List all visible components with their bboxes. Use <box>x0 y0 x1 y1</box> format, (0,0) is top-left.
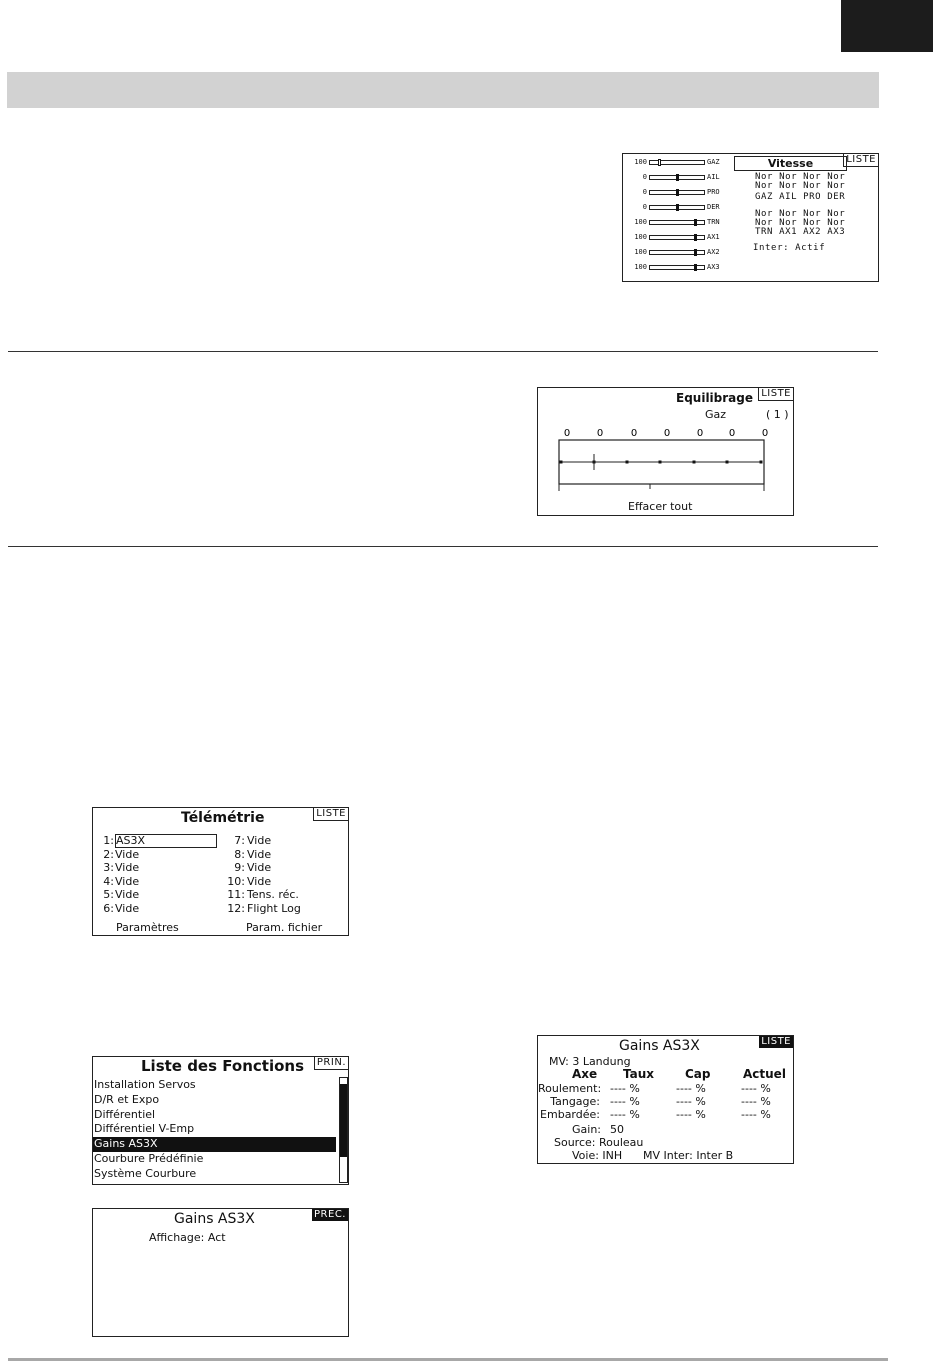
channel-name: DER <box>707 203 720 211</box>
channel-bar <box>649 265 705 270</box>
point-label: 0 <box>728 428 736 439</box>
back-badge[interactable]: PREC. <box>314 1209 346 1220</box>
list-badge[interactable]: LISTE <box>761 1036 791 1047</box>
balance-channel-number: ( 1 ) <box>766 408 789 421</box>
curve-point[interactable] <box>626 461 629 464</box>
gain-value[interactable]: 50 <box>610 1123 624 1136</box>
telemetry-slot[interactable]: Vide <box>115 874 140 888</box>
channel-name: AX1 <box>707 233 720 241</box>
telemetry-slot[interactable]: Vide <box>247 847 272 861</box>
slot-number: 4: <box>103 874 114 888</box>
list-badge: LISTE <box>843 154 878 167</box>
channel-bar <box>649 190 705 195</box>
telemetry-slot[interactable]: Vide <box>247 861 272 874</box>
channel-name: GAZ <box>707 158 720 166</box>
slot-number: 6: <box>103 901 114 915</box>
speed-title: Vitesse <box>734 156 847 171</box>
axis-current: ---- % <box>741 1095 771 1108</box>
channel-name: AX2 <box>707 248 720 256</box>
section-divider <box>8 351 878 352</box>
gain-label: Gain: <box>572 1123 601 1136</box>
main-badge: PRIN. <box>314 1057 348 1070</box>
channel-value: 100 <box>634 263 647 271</box>
telemetry-slot[interactable]: Vide <box>115 901 140 915</box>
header-current: Actuel <box>743 1067 786 1081</box>
balance-channel: Gaz <box>705 408 727 421</box>
axis-rate[interactable]: ---- % <box>610 1095 640 1108</box>
axis-name: Roulement: <box>538 1082 602 1095</box>
channel-names-row: TRN AX1 AX2 AX3 <box>755 227 846 237</box>
curve-point[interactable] <box>726 461 729 464</box>
channel-name: PRO <box>707 188 720 196</box>
curve-point[interactable] <box>693 461 696 464</box>
curve-point[interactable] <box>760 461 763 464</box>
header-heading: Cap <box>685 1067 711 1081</box>
scrollbar-thumb[interactable] <box>340 1084 347 1157</box>
page-tab-marker <box>841 0 933 52</box>
function-item[interactable]: Installation Servos <box>94 1078 196 1091</box>
axis-heading[interactable]: ---- % <box>676 1095 706 1108</box>
mode-row: Nor Nor Nor Nor <box>755 172 846 182</box>
telemetry-slot[interactable]: Vide <box>247 834 272 847</box>
channel-position-marker <box>676 189 679 196</box>
channel-setting[interactable]: Voie: INH <box>572 1149 623 1162</box>
function-item[interactable]: Différentiel <box>94 1107 156 1121</box>
axis-name: Embardée: <box>540 1108 600 1121</box>
channel-value: 100 <box>634 158 647 166</box>
channel-position-marker <box>694 219 697 226</box>
channel-value: 100 <box>634 218 647 226</box>
as3x-gains-display-screen <box>92 1208 349 1337</box>
function-item[interactable]: Système Courbure <box>94 1166 197 1180</box>
telemetry-slot[interactable]: Vide <box>247 874 272 888</box>
slot-number: 2: <box>103 847 114 861</box>
display-setting[interactable]: Affichage: Act <box>149 1231 226 1244</box>
axis-current: ---- % <box>741 1082 771 1095</box>
list-badge: LISTE <box>758 388 793 401</box>
header-axis: Axe <box>572 1067 598 1081</box>
axis-heading[interactable]: ---- % <box>676 1082 706 1095</box>
clear-all-button[interactable]: Effacer tout <box>628 500 693 513</box>
mv-switch-setting[interactable]: MV Inter: Inter B <box>643 1149 734 1162</box>
as3x-gains-screen <box>537 1035 794 1164</box>
axis-rate[interactable]: ---- % <box>610 1082 640 1095</box>
channel-name: TRN <box>707 218 720 226</box>
file-parameters-button[interactable]: Param. fichier <box>246 921 323 934</box>
slot-number: 11: <box>227 888 245 901</box>
telemetry-slot[interactable]: Vide <box>115 847 140 861</box>
point-label: 0 <box>663 428 671 439</box>
telemetry-slot[interactable]: Vide <box>115 888 140 901</box>
balance-curve-graph[interactable] <box>538 388 793 515</box>
point-label: 0 <box>563 428 571 439</box>
as3x-title: Gains AS3X <box>619 1038 700 1054</box>
slot-number: 10: <box>227 874 245 888</box>
flight-mode: MV: 3 Landung <box>549 1055 631 1068</box>
channel-position-marker <box>694 249 697 256</box>
channel-position-marker <box>694 234 697 241</box>
speed-screen <box>622 153 879 282</box>
point-label: 0 <box>630 428 638 439</box>
channel-value: 100 <box>634 248 647 256</box>
function-list-title: Liste des Fonctions <box>141 1057 304 1075</box>
as3x-title: Gains AS3X <box>174 1211 255 1227</box>
mode-row: Nor Nor Nor Nor <box>755 181 846 191</box>
parameters-button[interactable]: Paramètres <box>116 921 179 934</box>
function-item[interactable]: D/R et Expo <box>94 1092 160 1106</box>
telemetry-slot[interactable]: AS3X <box>115 834 217 848</box>
channel-position-marker <box>676 204 679 211</box>
axis-rate[interactable]: ---- % <box>610 1108 640 1121</box>
channel-value: 100 <box>634 233 647 241</box>
balance-screen <box>537 387 794 516</box>
telemetry-slot[interactable]: Vide <box>115 861 140 874</box>
function-item[interactable]: Différentiel V-Emp <box>94 1122 195 1136</box>
mode-row: Nor Nor Nor Nor <box>755 218 846 228</box>
axis-heading[interactable]: ---- % <box>676 1108 706 1121</box>
switch-status: Inter: Actif <box>753 243 826 253</box>
section-divider <box>8 546 878 547</box>
scrollbar[interactable] <box>339 1077 348 1183</box>
channel-bar <box>649 160 705 165</box>
channel-bar <box>649 250 705 255</box>
channel-bar <box>649 175 705 180</box>
channel-bar <box>649 235 705 240</box>
telemetry-title: Télémétrie <box>181 810 265 826</box>
slot-number: 5: <box>103 888 114 901</box>
channel-position-marker <box>658 159 661 166</box>
channel-bar <box>649 205 705 210</box>
curve-point[interactable] <box>560 461 563 464</box>
channel-value: 0 <box>642 203 647 211</box>
channel-bar <box>649 220 705 225</box>
channel-name: AIL <box>707 173 720 181</box>
point-label: 0 <box>696 428 704 439</box>
list-badge: LISTE <box>313 808 348 821</box>
channel-name: AX3 <box>707 263 720 271</box>
source-setting[interactable]: Source: Rouleau <box>554 1136 644 1149</box>
footer-rule <box>8 1358 888 1361</box>
channel-value: 0 <box>642 173 647 181</box>
telemetry-slot[interactable]: Tens. réc. <box>247 888 299 901</box>
telemetry-screen <box>92 807 349 936</box>
channel-position-marker <box>694 264 697 271</box>
balance-title: Equilibrage <box>676 391 754 405</box>
mode-row: Nor Nor Nor Nor <box>755 209 846 219</box>
function-list-screen <box>92 1056 349 1185</box>
channel-value: 0 <box>642 188 647 196</box>
slot-number: 3: <box>103 861 114 874</box>
function-item[interactable]: Gains AS3X <box>93 1137 336 1152</box>
function-item[interactable]: Courbure Prédéfinie <box>94 1152 204 1165</box>
slot-number: 9: <box>234 861 245 874</box>
channel-names-row: GAZ AIL PRO DER <box>755 192 846 202</box>
curve-point[interactable] <box>659 461 662 464</box>
point-label: 0 <box>596 428 604 439</box>
header-rate: Taux <box>623 1067 655 1081</box>
point-label: 0 <box>761 428 769 439</box>
slot-number: 7: <box>234 834 245 847</box>
slot-number: 8: <box>234 847 245 861</box>
slot-number: 1: <box>103 834 114 847</box>
slot-number: 12: <box>227 901 245 915</box>
axis-name: Tangage: <box>550 1095 600 1108</box>
telemetry-slot[interactable]: Flight Log <box>247 901 301 915</box>
section-header-band <box>7 72 879 108</box>
axis-current: ---- % <box>741 1108 771 1121</box>
channel-position-marker <box>676 174 679 181</box>
